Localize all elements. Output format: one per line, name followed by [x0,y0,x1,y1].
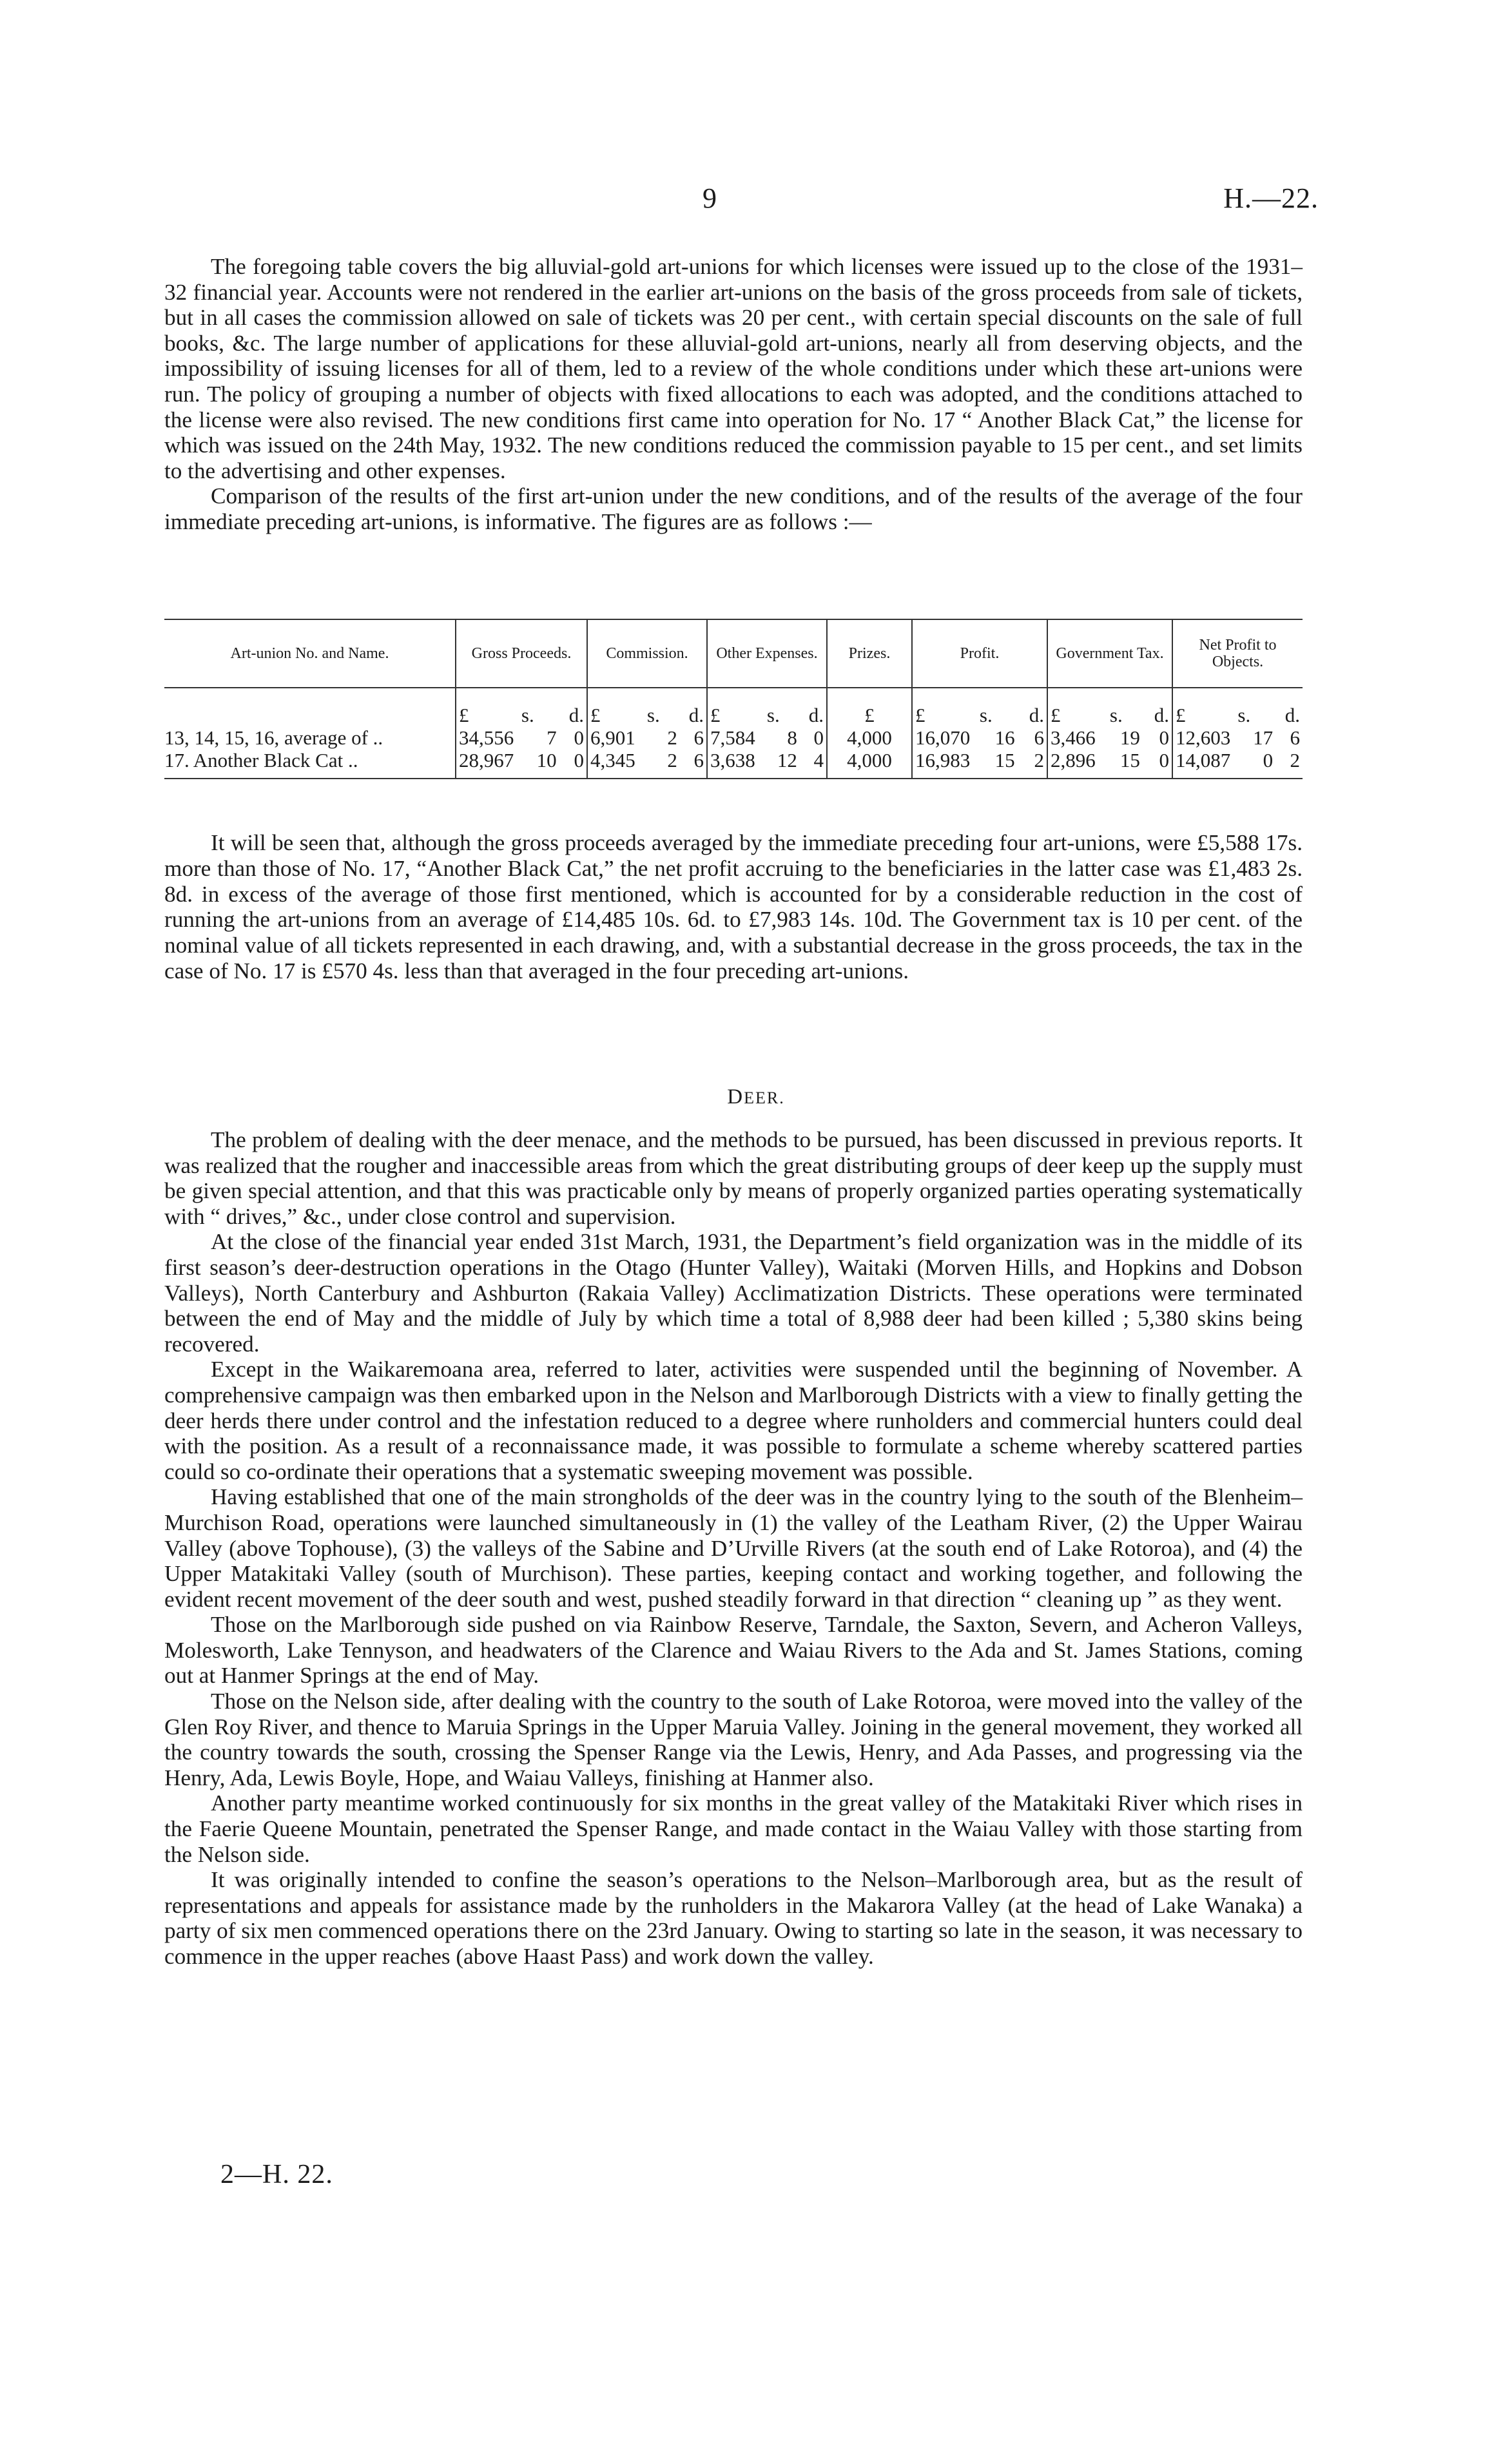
col-header-prizes: Prizes. [827,619,912,688]
col-header-name: Art-union No. and Name. [164,619,456,688]
table-header-row [164,619,1303,688]
deer-section-text [164,1127,1303,1970]
paragraph: Those on the Nelson side, after dealing with the country to the south of Lake Rotoroa, were moved into the valley of the Glen Roy River, and thence to Maruia Springs in the Upper Maruia Valley. Joining in the general movement, they worked all the country towards the south, crossing the Spenser Range via the Lewis, Henry, and Ada Passes, and progressing via the Henry, Ada, Lewis Boyle, Hope, and Waiau Valleys, finishing at Hanmer also. [164,1689,1303,1790]
col-header-gross: Gross Proceeds. [456,619,587,688]
document-code: H.—22. [1223,182,1319,214]
paragraph: The problem of dealing with the deer menace, and the methods to be pursued, has been discussed in previous reports. It was realized that the rougher and inaccessible areas from which the great distributing groups of deer keep up the supply must be given special attention, and that this was practicable only by means of properly organized parties operating systematically with “ drives,” &c., under close control and supervision. [164,1127,1303,1229]
paragraph: It will be seen that, although the gross proceeds averaged by the immediate preceding four art-unions, were £5,588 17s. more than those of No. 17, “Another Black Cat,” the net profit accruing to the beneficiaries in the latter case was £1,483 2s. 8d. in excess of the average of those first mentioned, which is accounted for by a considerable reduction in the cost of running the art-unions from an average of £14,485 10s. 6d. to £7,983 14s. 10d. The Government tax is 10 per cent. of the nominal value of all tickets represented in each drawing, and, with a substantial decrease in the gross proceeds, the tax in the case of No. 17 is £570 4s. less than that averaged in the four preceding art-unions. [164,830,1303,984]
signature-code: 2—H. 22. [220,2160,333,2189]
financial-table [164,619,1303,779]
art-union-comparison-table [164,619,1303,779]
after-table-text [164,830,1303,984]
paragraph: Comparison of the results of the first art-union under the new conditions, and of the results of the average of the four immediate preceding art-unions, is informative. The figures are as follows :— [164,483,1303,534]
section-heading-deer: DEER. [727,1085,785,1109]
paragraph: At the close of the financial year ended 31st March, 1931, the Department’s field organization was in the middle of its first season’s deer-destruction operations in the Otago (Hunter Valley), Waitaki (Morven Hills, and Hopkins and Dobson Valleys), North Canterbury and Ashburton (Rakaia Valley) Acclimatization Districts. These operations were terminated between the end of May and the middle of July by which time a total of 8,988 deer had been killed ; 5,380 skins being recovered. [164,1229,1303,1357]
units-row: £ s. d. £ s. d. £ s. d. £ £ s. d. £ s. d. £ s. d. [164,688,1303,726]
table-row: 17. Another Black Cat .. 28,967 10 0 4,345 2 6 3,638 12 4 4,000 16,983 15 2 2,896 15 0 14,087 0 2 [164,749,1303,779]
col-header-tax: Government Tax. [1047,619,1172,688]
paragraph: The foregoing table covers the big alluvial-gold art-unions for which licenses were issued up to the close of the 1931–32 financial year. Accounts were not rendered in the earlier art-unions on the basis of the gross proceeds from sale of tickets, but in all cases the commission allowed on sale of tickets was 20 per cent., with certain special discounts on the sale of full books, &c. The large number of applications for these alluvial-gold art-unions, nearly all from deserving objects, and the impossibility of issuing licenses for all of them, led to a review of the whole conditions under which these art-unions were run. The policy of grouping a number of objects with fixed allocations to each was adopted, and the conditions attached to the license were also revised. The new conditions first came into operation for No. 17 “ Another Black Cat,” the license for which was issued on the 24th May, 1932. The new conditions reduced the commission payable to 15 per cent., and set limits to the advertising and other expenses. [164,254,1303,483]
table-row: 13, 14, 15, 16, average of .. 34,556 7 0 6,901 2 6 7,584 8 0 4,000 16,070 16 6 3,466 19 0 12,603 17 6 [164,726,1303,749]
col-header-other: Other Expenses. [707,619,827,688]
paragraph: It was originally intended to confine the season’s operations to the Nelson–Marlborough area, but as the result of representations and appeals for assistance made by the runholders in the Makarora Valley (at the head of Lake Wanaka) a party of six men commenced operations there on the 23rd January. Owing to starting so late in the season, it was necessary to commence in the upper reaches (above Haast Pass) and work down the valley. [164,1867,1303,1969]
col-header-net: Net Profit to Objects. [1172,619,1303,688]
paragraph: Having established that one of the main strongholds of the deer was in the country lying to the south of the Blenheim–Murchison Road, operations were launched simultaneously in (1) the valley of the Leatham River, (2) the Upper Wairau Valley (above Tophouse), (3) the valleys of the Sabine and D’Urville Rivers (at the south end of Lake Rotoroa), and (4) the Upper Matakitaki Valley (south of Murchison). These parties, keeping contact and working together, and following the evident recent movement of the deer south and west, pushed steadily forward in that direction “ cleaning up ” as they went. [164,1484,1303,1612]
paragraph: Another party meantime worked continuously for six months in the great valley of the Matakitaki River which rises in the Faerie Queene Mountain, penetrated the Spenser Range, and made contact in the Waiau Valley with those starting from the Nelson side. [164,1790,1303,1867]
page-number: 9 [703,182,717,214]
paragraph: Except in the Waikaremoana area, referred to later, activities were suspended until the beginning of November. A comprehensive campaign was then embarked upon in the Nelson and Marlborough Districts with a view to finally getting the deer herds there under control and the infestation reduced to a degree where runholders and commercial hunters could deal with the position. As a result of a reconnaissance made, it was possible to formulate a scheme whereby scattered parties could so co-ordinate their operations that a systematic sweeping movement was possible. [164,1357,1303,1484]
intro-text [164,254,1303,535]
paragraph: Those on the Marlborough side pushed on via Rainbow Reserve, Tarndale, the Saxton, Severn, and Acheron Valleys, Molesworth, Lake Tennyson, and headwaters of the Clarence and Waiau Rivers to the Ada and St. James Stations, coming out at Hanmer Springs at the end of May. [164,1612,1303,1689]
col-header-commission: Commission. [587,619,707,688]
col-header-profit: Profit. [912,619,1047,688]
